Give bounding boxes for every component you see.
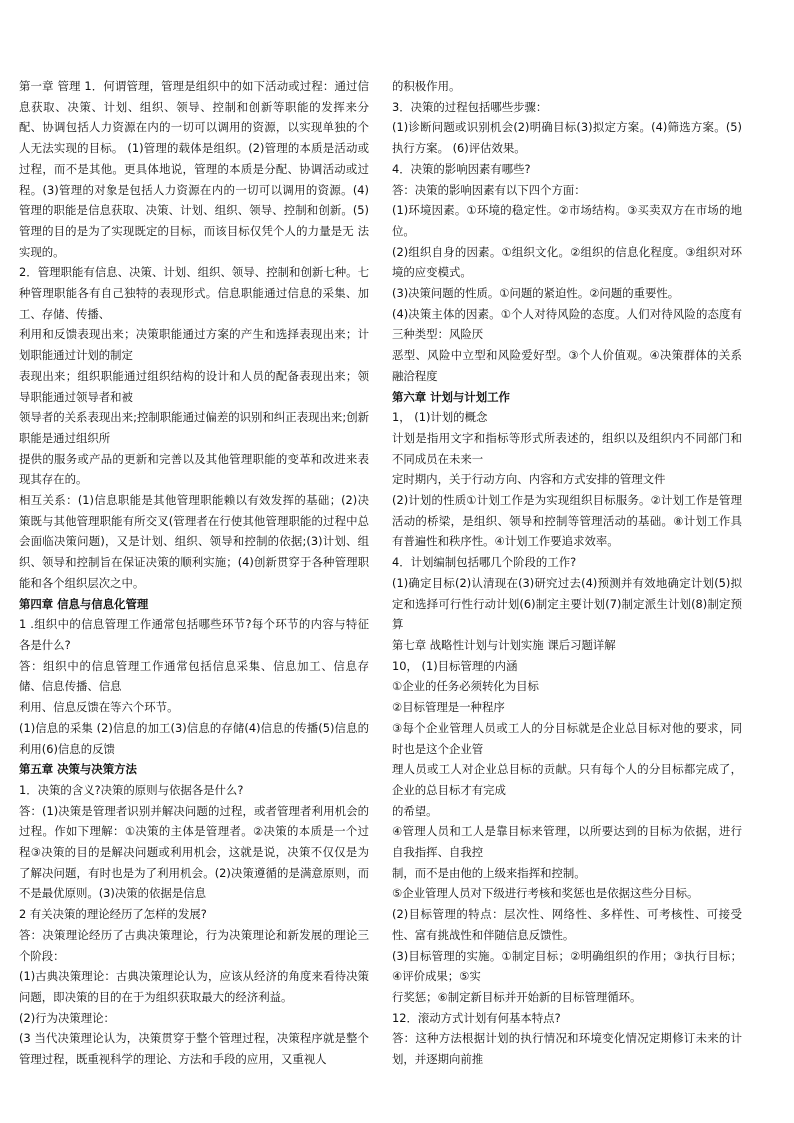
paragraph: 1 .组织中的信息管理工作通常包括哪些环节?每个环节的内容与特征各是什么? (19, 617, 369, 652)
section-heading: 第六章 计划与计划工作 (392, 389, 510, 404)
section-heading: 第五章 决策与决策方法 (19, 762, 137, 777)
paragraph: 第一章 管理 1．何谓管理，管理是组织中的如下活动或过程：通过信息获取、决策、计划、组织、领导、控制和创新等职能的发挥来分配、协调包括人力资源在内的一切可以调用的资源，以实现单独的个人无法实现的目标。 (1)管理的载体是组织。(2)管理的本质是活动或过程，而不是其他。更具体地说，管理的本质是分配、协调活动或过程。(3)管理的对象是包括人力资源在内的一切可以调用的资源。(4)管理的职能是信息获取、决策、计划、组织、领导、控制和创新。(5)管理的目的是为了实现既定的目标，而该目标仅凭个人的力量是无 法实现的。 (19, 79, 369, 259)
paragraph: (2)计划的性质①计划工作是为实现组织目标服务。②计划工作是管理活动的桥梁，是组织、领导和控制等管理活动的基础。⑧计划工作具有普遍性和秩序性。④计划工作要追求效率。 (392, 493, 742, 549)
paragraph: (3)决策问题的性质。①问题的紧迫性。②问题的重要性。 (392, 286, 680, 301)
paragraph: 答：决策的影响因素有以下四个方面： (392, 182, 586, 197)
paragraph: (3 当代决策理论认为，决策贯穿于整个管理过程，决策程序就是整个管理过程，既重视科学的理论、方法和手段的应用，又重视人 (19, 1031, 369, 1067)
paragraph: (1)确定目标(2)认清现在(3)研究过去(4)预测并有效地确定计划(5)拟定和选择可行性行动计划(6)制定主要计划(7)制定派生计划(8)制定预算 (392, 575, 742, 632)
paragraph: 的希望。 (392, 803, 438, 818)
paragraph: (1)信息的采集 (2)信息的加工(3)信息的存储(4)信息的传播(5)信息的利用(6)信息的反馈 (19, 720, 369, 756)
paragraph: (2)目标管理的特点：层次性、网络性、多样性、可考核性、可接受性、富有挑战性和伴随信息反馈性。 (392, 907, 742, 942)
paragraph: 提供的服务或产品的更新和完善以及其他管理职能的变革和改进来表现其存在的。 (19, 451, 369, 487)
paragraph: (2)组织自身的因素。①组织文化。②组织的信息化程度。③组织对环境的应变模式。 (392, 244, 742, 280)
paragraph: ②目标管理是一种程序 (392, 700, 505, 715)
paragraph: ③每个企业管理人员或工人的分目标就是企业总目标对他的要求，同时也是这个企业管 (392, 720, 742, 756)
paragraph: (3)目标管理的实施。①制定目标；②明确组织的作用；③执行目标；④评价成果；⑤实 (392, 948, 742, 984)
paragraph: 答：这种方法根据计划的执行情况和环境变化情况定期修订未来的计划，并逐期向前推 (392, 1031, 742, 1067)
paragraph: (1)古典决策理论：古典决策理论认为，应该从经济的角度来看待决策问题，即决策的目的在于为组织获取最大的经济利益。 (19, 969, 369, 1004)
paragraph: 制，而不是由他的上级来指挥和控制。 (392, 865, 586, 880)
paragraph: 答：决策理论经历了古典决策理论，行为决策理论和新发展的理论三个阶段： (19, 927, 369, 963)
paragraph: 利用和反馈表现出来；决策职能通过方案的产生和选择表现出来；计划职能通过计划的制定 (19, 327, 369, 363)
paragraph: 答：组织中的信息管理工作通常包括信息采集、信息加工、信息存储、信息传播、信息 (19, 658, 369, 694)
paragraph: (1)环境因素。①环境的稳定性。②市场结构。③买卖双方在市场的地位。 (392, 203, 742, 238)
paragraph: 相互关系：(1)信息职能是其他管理职能赖以有效发挥的基础；(2)决策既与其他管理职能有所交叉(管理者在行使其他管理职能的过程中总会面临决策问题)，又是计划、组织、领导和控制的依据;(3)计划、组织、领导和控制旨在保证决策的顺利实施；(4)创新贯穿于各种管理职能和各个组织层次之中。 (19, 493, 369, 590)
paragraph: ①企业的任务必须转化为目标 (392, 679, 539, 694)
section-heading: 第四章 信息与信息化管理 (19, 596, 149, 611)
paragraph: 理人员或工人对企业总目标的贡献。只有每个人的分目标都完成了，企业的总目标才有完成 (392, 762, 742, 797)
paragraph: 利用、信息反馈在等六个环节。 (19, 700, 179, 715)
paragraph: ④管理人员和工人是靠目标来管理，以所要达到的目标为依据，进行自我指挥、自我控 (392, 824, 742, 860)
paragraph: 定时期内，关于行动方向、内容和方式安排的管理文件 (392, 472, 666, 487)
paragraph: 4．计划编制包括哪几个阶段的工作? (392, 555, 577, 570)
paragraph: 3．决策的过程包括哪些步骤： (392, 99, 548, 114)
paragraph: 12．滚动方式计划有何基本特点? (392, 1010, 561, 1025)
paragraph: 4．决策的影响因素有哪些? (392, 161, 531, 176)
paragraph: 2．管理职能有信息、决策、计划、组织、领导、控制和创新七种。七种管理职能各有自己独特的表现形式。信息职能通过信息的采集、加工、存储、传播、 (19, 265, 369, 321)
paragraph: 的积极作用。 (392, 79, 461, 93)
paragraph: 领导者的关系表现出来;控制职能通过偏差的识别和纠正表现出来;创新职能是通过组织所 (19, 410, 369, 445)
paragraph: (1)诊断问题或识别机会(2)明确目标(3)拟定方案。(4)筛选方案。(5)执行方案。 (6)评估效果。 (392, 120, 742, 156)
left-column (19, 76, 369, 1070)
paragraph: 计划是指用文字和指标等形式所表述的，组织以及组织内不同部门和不同成员在未来一 (392, 430, 742, 466)
paragraph: 1， (1)计划的概念 (392, 410, 488, 425)
paragraph: 表现出来；组织职能通过组织结构的设计和人员的配备表现出来；领导职能通过领导者和被 (19, 368, 369, 404)
right-column (392, 76, 742, 1070)
paragraph: 行奖惩；⑥制定新目标并开始新的目标管理循环。 (392, 989, 642, 1004)
paragraph: ⑤企业管理人员对下级进行考核和奖惩也是依据这些分目标。 (392, 886, 699, 901)
paragraph: 10， (1)目标管理的内涵 (392, 658, 518, 673)
paragraph: 第七章 战略性计划与计划实施 课后习题详解 (392, 637, 616, 652)
paragraph: 2 有关决策的理论经历了怎样的发展? (19, 907, 207, 922)
paragraph: (4)决策主体的因素。①个人对待风险的态度。人们对待风险的态度有三种类型：风险厌 (392, 306, 742, 342)
paragraph: (2)行为决策理论： (19, 1010, 115, 1025)
paragraph: 1．决策的含义?决策的原则与依据各是什么? (19, 782, 244, 797)
paragraph: 恶型、风险中立型和风险爱好型。③个人价值观。④决策群体的关系融洽程度 (392, 348, 742, 383)
paragraph: 答：(1)决策是管理者识别并解决问题的过程，或者管理者利用机会的过程。作如下理解：①决策的主体是管理者。②决策的本质是一个过程③决策的目的是解决问题或利用机会，这就是说，决策不仅仅是为了解决问题，有时也是为了利用机会。(2)决策遵循的是满意原则，而不是最优原则。(3)决策的依据是信息 (19, 803, 369, 901)
